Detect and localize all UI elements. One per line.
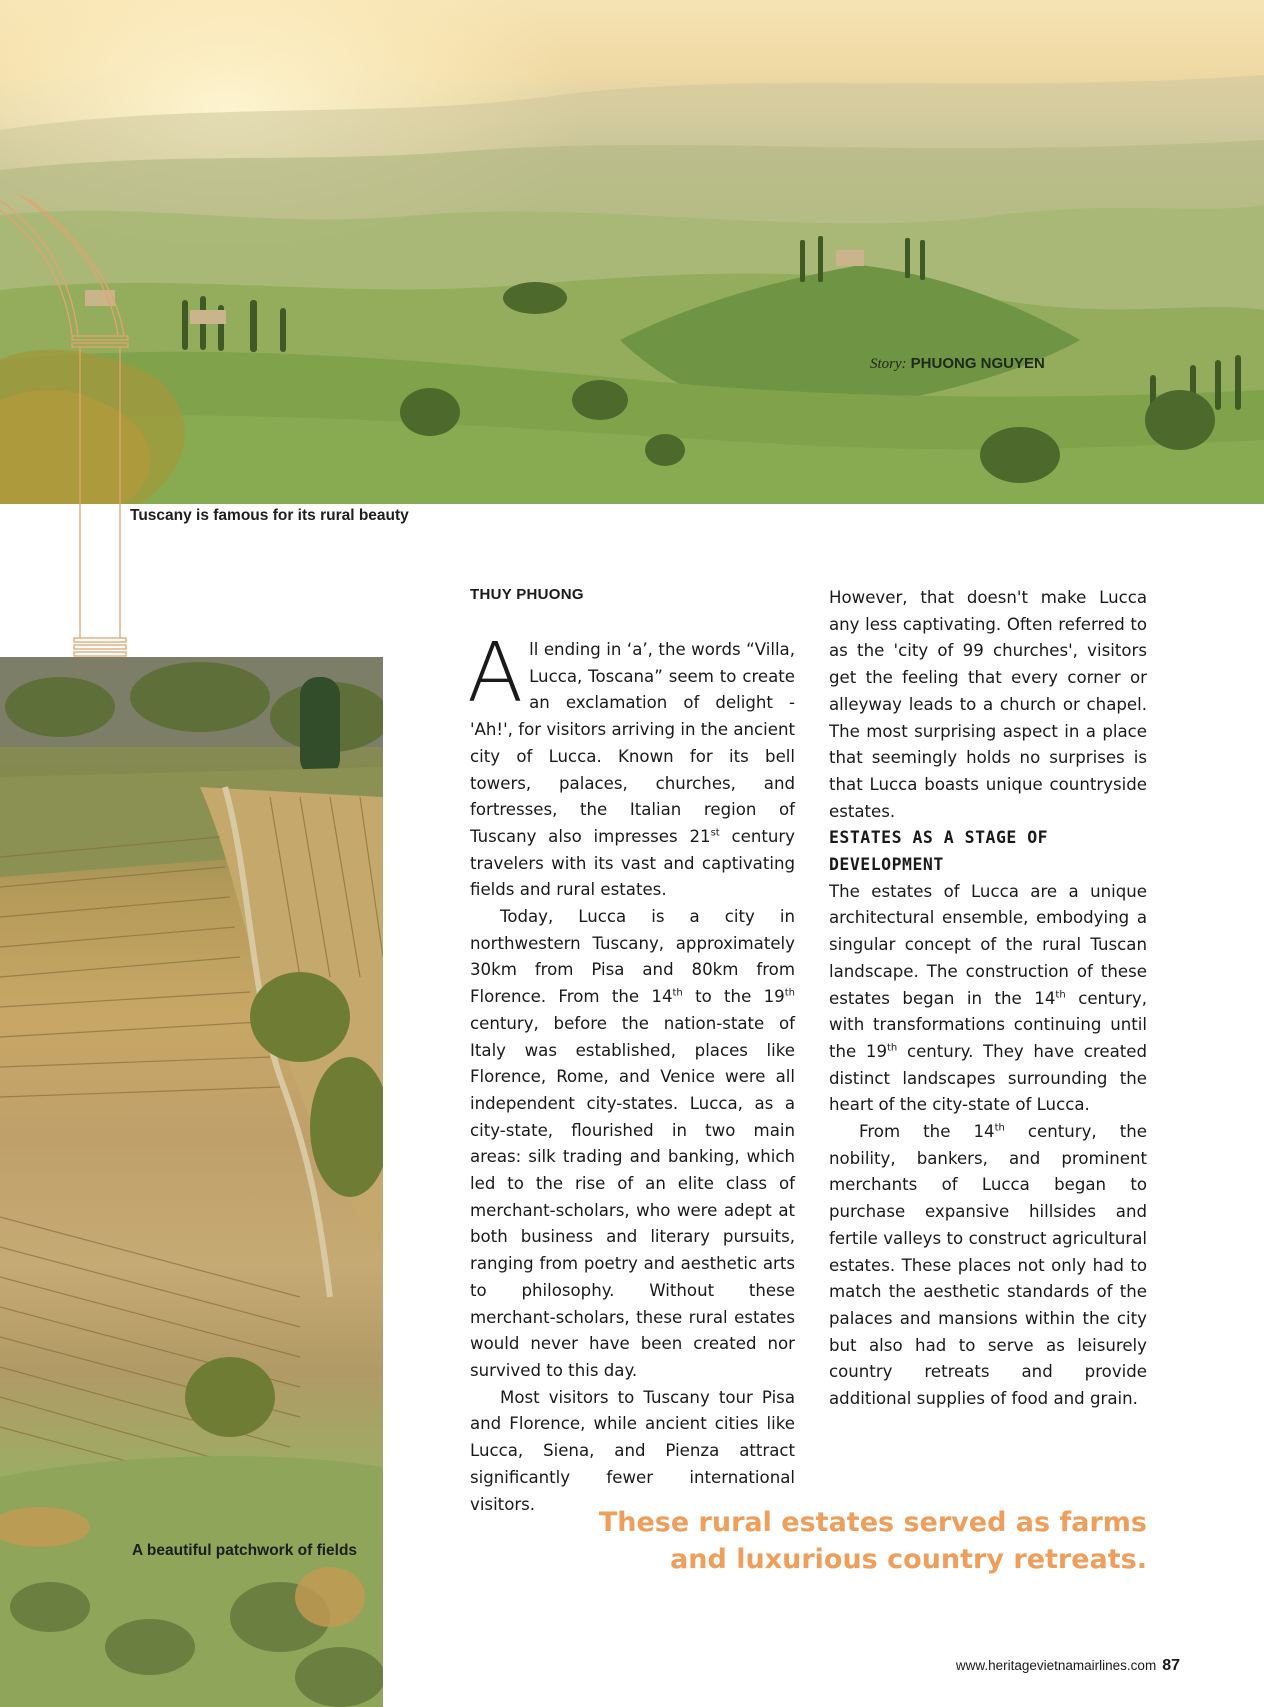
paragraph-5	[829, 879, 1147, 1119]
paragraph-3: Most visitors to Tuscany tour Pisa and Florence, while ancient cities like Lucca, Siena, and Pienza attract significantly fewer international visitors.	[470, 1387, 795, 1514]
pull-quote	[587, 1504, 1147, 1578]
section-subhead: ESTATES AS A STAGE OF DEVELOPMENT	[829, 828, 1049, 875]
p2-sup-2: th	[784, 987, 795, 999]
decorative-column-outline	[0, 0, 140, 660]
page-number: 87	[1162, 1657, 1180, 1674]
p2-text-c: century, before the nation-state of Italy was established, places like Florence, Rome, and Venice were all independent city-states. Lucca, as a city-state, flourished in two main areas: silk trading and banking, which led to the rise of an elite class of merchant-scholars, who were adept at both business and literary pursuits, ranging from poetry and aesthetic arts to philosophy. Without these merchant-scholars, these rural estates would never have been created nor survived to this day.	[470, 1013, 795, 1380]
p6-text-b: century, the nobility, bankers, and prominent merchants of Lucca began to purchase expansive hillsides and fertile valleys to construct agricultural estates. These places not only had to match the aesthetic standards of the palaces and mansions within the city but also had to serve as leisurely country retreats and provide additional supplies of food and grain.	[829, 1122, 1147, 1409]
intro-paragraph	[467, 626, 795, 904]
hero-photo	[0, 0, 1264, 504]
story-credit	[870, 355, 1045, 373]
p6-text-a: From the 14	[859, 1122, 995, 1142]
p6-sup: th	[994, 1122, 1005, 1134]
story-author: PHUONG NGUYEN	[910, 355, 1045, 372]
paragraph-6	[829, 1119, 1147, 1413]
p1-text: ll ending in ‘a’, the words “Villa, Lucca, Toscana” seem to create an exclamation of delight - 'Ah!', for visitors arriving in the ancient city of Lucca. Known for its bell towers, palaces, churches, and fortresses, the Italian region of Tuscany also impresses 21	[470, 640, 795, 846]
side-caption: A beautiful patchwork of fields	[132, 1542, 358, 1559]
p1-sup: st	[710, 827, 720, 839]
hero-caption: Tuscany is famous for its rural beauty	[130, 507, 409, 524]
paragraph-4: However, that doesn't make Lucca any less captivating. Often referred to as the 'city of 99 churches', visitors get the feeling that every corner or alleyway leads to a church or chapel. The most surprising aspect in a place that seemingly holds no surprises is that Lucca boasts unique countryside estates.	[829, 588, 1147, 821]
paragraph-2	[470, 904, 795, 1385]
p1-end: century travelers with its vast and captivating fields and rural estates.	[470, 826, 795, 900]
footer-url[interactable]: www.heritagevietnamairlines.com	[955, 1658, 1157, 1673]
article-byline: THUY PHUONG	[470, 586, 584, 603]
p2-text-b: to the 19	[682, 987, 785, 1007]
p5-sup-1: th	[1055, 989, 1066, 1001]
hero-landscape-illustration	[0, 0, 1264, 504]
page-footer	[956, 1657, 1180, 1675]
drop-cap: A	[467, 626, 524, 721]
p5-text-a: The estates of Lucca are a unique architectural ensemble, embodying a singular concept of the rural Tuscan landscape. The construction of these estates began in the 14	[829, 881, 1147, 1008]
p5-sup-2: th	[887, 1042, 898, 1054]
p5-text-c: century. They have created distinct landscapes surrounding the heart of the city-state of Lucca.	[829, 1041, 1147, 1115]
p2-sup-1: th	[672, 987, 683, 999]
article-column-1	[467, 626, 795, 1518]
pull-quote-line-2: and luxurious country retreats.	[670, 1544, 1147, 1575]
pull-quote-line-1: These rural estates served as farms	[598, 1507, 1147, 1538]
p2-text-a: Today, Lucca is a city in northwestern Tuscany, approximately 30km from Pisa and 80km from Florence. From the 14	[470, 907, 795, 1007]
story-label: Story:	[870, 356, 907, 372]
article-column-2	[829, 585, 1147, 1413]
p5-text-b: century, with transformations continuing until the 19	[829, 988, 1147, 1061]
